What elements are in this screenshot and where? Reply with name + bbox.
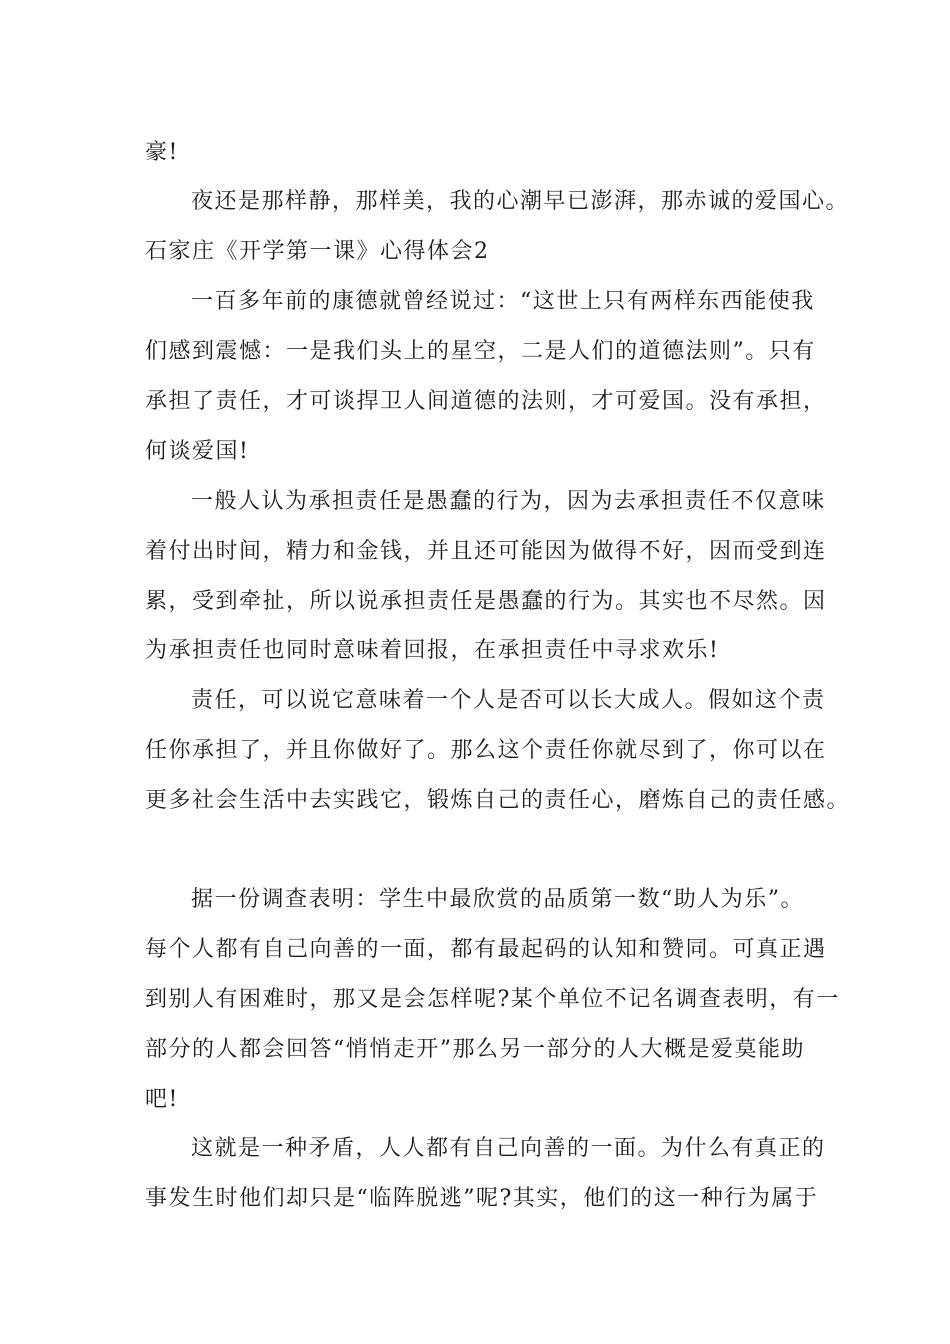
- text-line: 责任，可以说它意味着一个人是否可以长大成人。假如这个责: [191, 688, 826, 713]
- text-line: 吧!: [145, 1087, 179, 1112]
- text-line: 据一份调查表明：学生中最欣赏的品质第一数“助人为乐”。: [191, 887, 804, 912]
- text-line: 部分的人都会回答“悄悄走开”那么另一部分的人大概是爱莫能助: [145, 1037, 805, 1062]
- text-line: 夜还是那样静，那样美，我的心潮早已澎湃，那赤诚的爱国心。: [191, 189, 850, 214]
- text-line: 累，受到牵扯，所以说承担责任是愚蠢的行为。其实也不尽然。因: [145, 589, 827, 614]
- text-line: 着付出时间，精力和金钱，并且还可能因为做得不好，因而受到连: [145, 539, 827, 564]
- text-line: 这就是一种矛盾，人人都有自己向善的一面。为什么有真正的: [191, 1136, 826, 1161]
- text-line: 们感到震憾：一是我们头上的星空，二是人们的道德法则”。只有: [145, 339, 816, 364]
- section-heading: 石家庄《开学第一课》心得体会2: [145, 239, 490, 264]
- text-line: 任你承担了，并且你做好了。那么这个责任你就尽到了，你可以在: [145, 738, 827, 763]
- text-line: 一百多年前的康德就曾经说过：“这世上只有两样东西能使我: [191, 289, 815, 314]
- text-line: 承担了责任，才可谈捍卫人间道德的法则，才可爱国。没有承担，: [145, 389, 827, 414]
- text-line: 一般人认为承担责任是愚蠢的行为，因为去承担责任不仅意味: [191, 489, 826, 514]
- text-line: 更多社会生活中去实践它，锻炼自己的责任心，磨炼自己的责任感。: [145, 788, 851, 813]
- text-line: 事发生时他们却只是“临阵脱逃”呢?其实，他们的这一种行为属于: [145, 1186, 819, 1211]
- text-line: 豪!: [145, 140, 179, 165]
- text-line: 何谈爱国!: [145, 439, 250, 464]
- text-line: 为承担责任也同时意味着回报，在承担责任中寻求欢乐!: [145, 638, 720, 663]
- text-line: 每个人都有自己向善的一面，都有最起码的认知和赞同。可真正遇: [145, 937, 827, 962]
- text-line: 到别人有困难时，那又是会怎样呢?某个单位不记名调查表明，有一: [145, 987, 840, 1012]
